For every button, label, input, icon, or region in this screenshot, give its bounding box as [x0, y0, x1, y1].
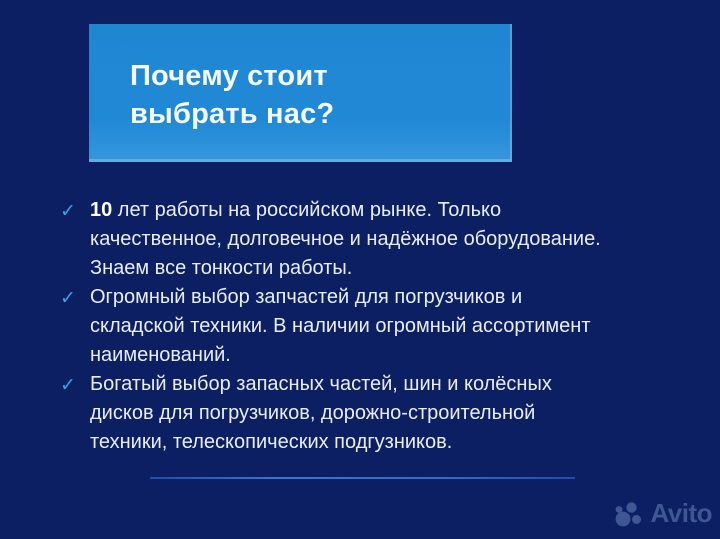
bullet-line	[90, 196, 680, 225]
bullet-line-text: лет работы на российском рынке. Только	[112, 199, 502, 221]
slide-title	[130, 57, 334, 133]
check-icon: ✓	[60, 201, 76, 222]
avito-logo	[613, 498, 712, 529]
bullet-line: дисков для погрузчиков, дорожно-строительной	[90, 402, 536, 424]
title-line-1: Почему стоит	[130, 60, 328, 92]
bullet-line: Огромный выбор запчастей для погрузчиков и	[90, 286, 523, 308]
check-icon: ✓	[60, 288, 76, 309]
divider-line	[150, 477, 575, 479]
bullet-item-3	[60, 370, 680, 457]
bullet-line: техники, телескопических подгузников.	[90, 431, 453, 453]
bullet-line: складской техники. В наличии огромный ассортимент	[90, 315, 591, 337]
bullet-line: Знаем все тонкости работы.	[90, 257, 353, 279]
avito-mark-icon	[613, 499, 643, 529]
header-box	[89, 24, 512, 162]
bullet-lead: 10	[90, 199, 113, 221]
check-icon: ✓	[60, 375, 76, 396]
title-line-2: выбрать нас?	[130, 98, 335, 130]
bullet-line: наименований.	[90, 344, 231, 366]
bullet-item-1	[60, 196, 680, 283]
bullet-item-2	[60, 283, 680, 370]
bullet-list	[60, 196, 680, 457]
bullet-line: качественное, долговечное и надёжное оборудование.	[90, 228, 601, 250]
avito-wordmark: Avito	[650, 498, 712, 528]
bullet-line: Богатый выбор запасных частей, шин и колёсных	[90, 373, 552, 395]
